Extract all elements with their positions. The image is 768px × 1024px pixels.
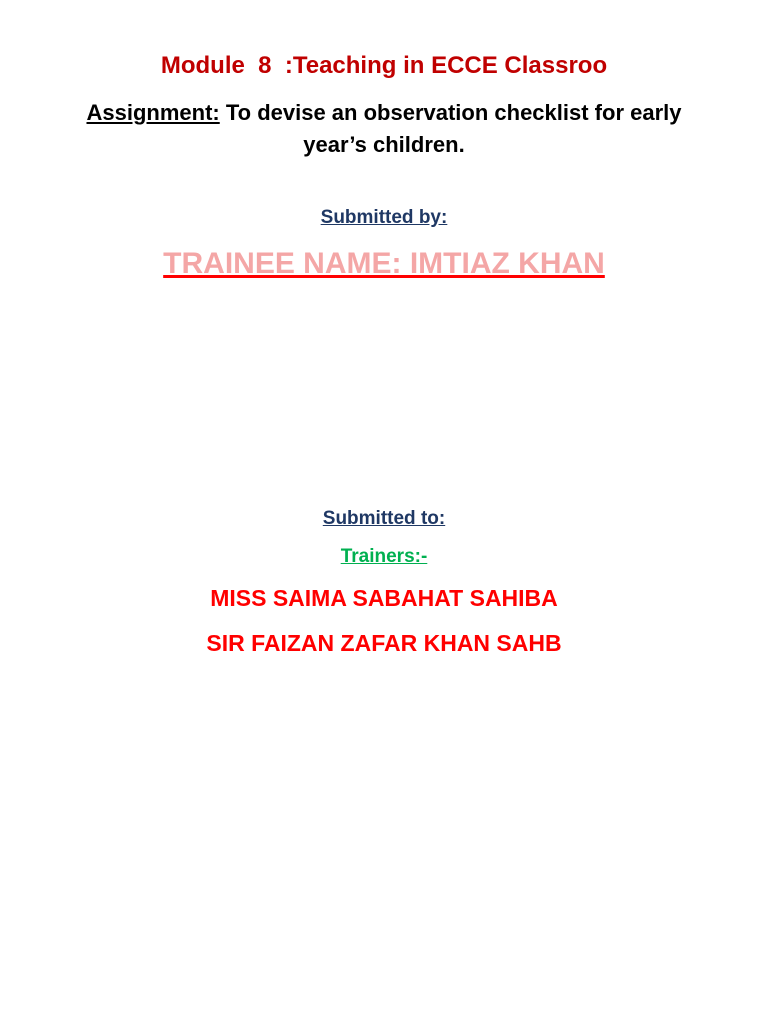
assignment-label: Assignment: [86,100,220,125]
trainer-name: MISS SAIMA SABAHAT SAHIBA [210,585,558,611]
assignment-statement [60,97,708,161]
submitted-by-label: Submitted by: [320,207,448,228]
trainer-name: SIR FAIZAN ZAFAR KHAN SAHB [206,630,562,656]
submitted-to-label: Submitted to: [322,508,446,529]
trainers-label: Trainers:- [340,546,428,567]
assignment-text: To devise an observation checklist for early year’s children. [219,100,682,157]
trainee-name: TRAINEE NAME: IMTIAZ KHAN [163,247,605,280]
module-title: Module 8 :Teaching in ECCE Classroo [160,52,608,79]
